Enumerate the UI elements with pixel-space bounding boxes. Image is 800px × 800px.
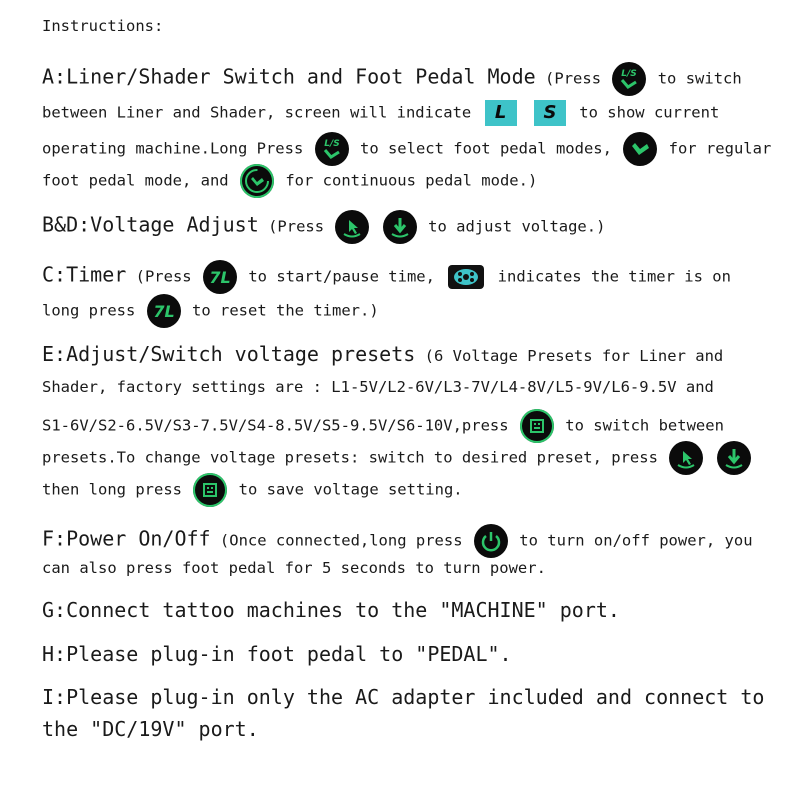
liner-shader-switch-icon	[315, 132, 349, 166]
section-f-text: (Once connected,long press	[219, 531, 463, 550]
section-a-line-1	[42, 62, 742, 96]
foot-pedal-continuous-icon	[240, 164, 274, 198]
section-c-line-2	[42, 294, 379, 328]
page-title: Instructions:	[42, 17, 164, 35]
section-h-text: H:Please plug-in foot pedal to "PEDAL".	[42, 642, 512, 666]
svg-text:L/S: L/S	[323, 139, 340, 149]
section-a-text: (Press	[545, 69, 602, 88]
power-icon	[474, 524, 508, 558]
section-e-line-5	[42, 473, 463, 507]
section-a-text: operating machine.Long Press	[42, 139, 304, 158]
section-e-line-2: Shader, factory settings are : L1-5V/L2-6V/L3-7V/L4-8V/L5-9V/L6-9.5V and	[42, 378, 714, 396]
section-e-text: then long press	[42, 480, 182, 499]
section-bd-line-1	[42, 210, 605, 244]
voltage-down-icon	[717, 441, 751, 475]
section-g-text: G:Connect tattoo machines to the "MACHINE" port.	[42, 598, 620, 622]
section-c-text: long press	[42, 301, 136, 320]
section-a-text: to switch	[657, 69, 742, 88]
section-e-line-4	[42, 441, 753, 475]
svg-text:L/S: L/S	[621, 69, 638, 79]
section-e-text: to switch between	[565, 416, 724, 435]
timer-icon	[147, 294, 181, 328]
liner-badge: L	[485, 100, 517, 126]
section-a-text: foot pedal mode, and	[42, 171, 229, 190]
section-i-line-1: I:Please plug-in only the AC adapter included and connect to	[42, 685, 765, 709]
section-c-text: indicates the timer is on	[497, 267, 731, 286]
section-c-line-1	[42, 260, 731, 294]
preset-icon	[520, 409, 554, 443]
section-bd-heading: B&D:Voltage Adjust	[42, 212, 259, 237]
section-a-text: to select foot pedal modes,	[359, 139, 612, 158]
svg-text:7L: 7L	[209, 268, 231, 287]
section-e-line-3	[42, 409, 724, 443]
section-e-text: S1-6V/S2-6.5V/S3-7.5V/S4-8.5V/S5-9.5V/S6-10V,press	[42, 416, 509, 435]
section-e-line-1	[42, 344, 723, 366]
section-a-text: for regular	[668, 139, 772, 158]
voltage-up-icon	[669, 441, 703, 475]
section-c-text: (Press	[135, 267, 192, 286]
voltage-up-icon	[335, 210, 369, 244]
preset-icon	[193, 473, 227, 507]
section-c-heading: C:Timer	[42, 262, 127, 287]
shader-badge: S	[534, 100, 566, 126]
section-c-text: to start/pause time,	[248, 267, 435, 286]
section-e-heading: E:Adjust/Switch voltage presets	[42, 342, 416, 366]
section-bd-text: (Press	[268, 217, 325, 236]
section-f-heading: F:Power On/Off	[42, 526, 211, 551]
section-c-text: to reset the timer.)	[192, 301, 379, 320]
foot-pedal-regular-icon	[623, 132, 657, 166]
liner-shader-switch-icon	[612, 62, 646, 96]
section-e-text: to save voltage setting.	[238, 480, 463, 499]
section-i-line-2: the "DC/19V" port.	[42, 717, 259, 741]
section-f-line-1	[42, 524, 753, 558]
section-a-heading: A:Liner/Shader Switch and Foot Pedal Mode	[42, 64, 536, 89]
voltage-down-icon	[383, 210, 417, 244]
section-a-text: for continuous pedal mode.)	[285, 171, 538, 190]
section-f-text: to turn on/off power, you	[519, 531, 753, 550]
section-a-text: between Liner and Shader, screen will indicate	[42, 103, 472, 122]
section-e-text: presets.To change voltage presets: switch to desired preset, press	[42, 448, 658, 467]
section-f-line-2: can also press foot pedal for 5 seconds to turn power.	[42, 559, 546, 577]
section-a-line-2	[42, 100, 719, 126]
section-a-text: to show current	[579, 103, 720, 122]
timer-icon	[203, 260, 237, 294]
section-a-line-3	[42, 132, 771, 166]
section-a-line-4	[42, 164, 537, 198]
timer-indicator-icon	[448, 265, 484, 289]
section-e-text: (6 Voltage Presets for Liner and	[424, 347, 724, 365]
section-bd-text: to adjust voltage.)	[428, 217, 606, 236]
svg-text:7L: 7L	[153, 302, 175, 321]
